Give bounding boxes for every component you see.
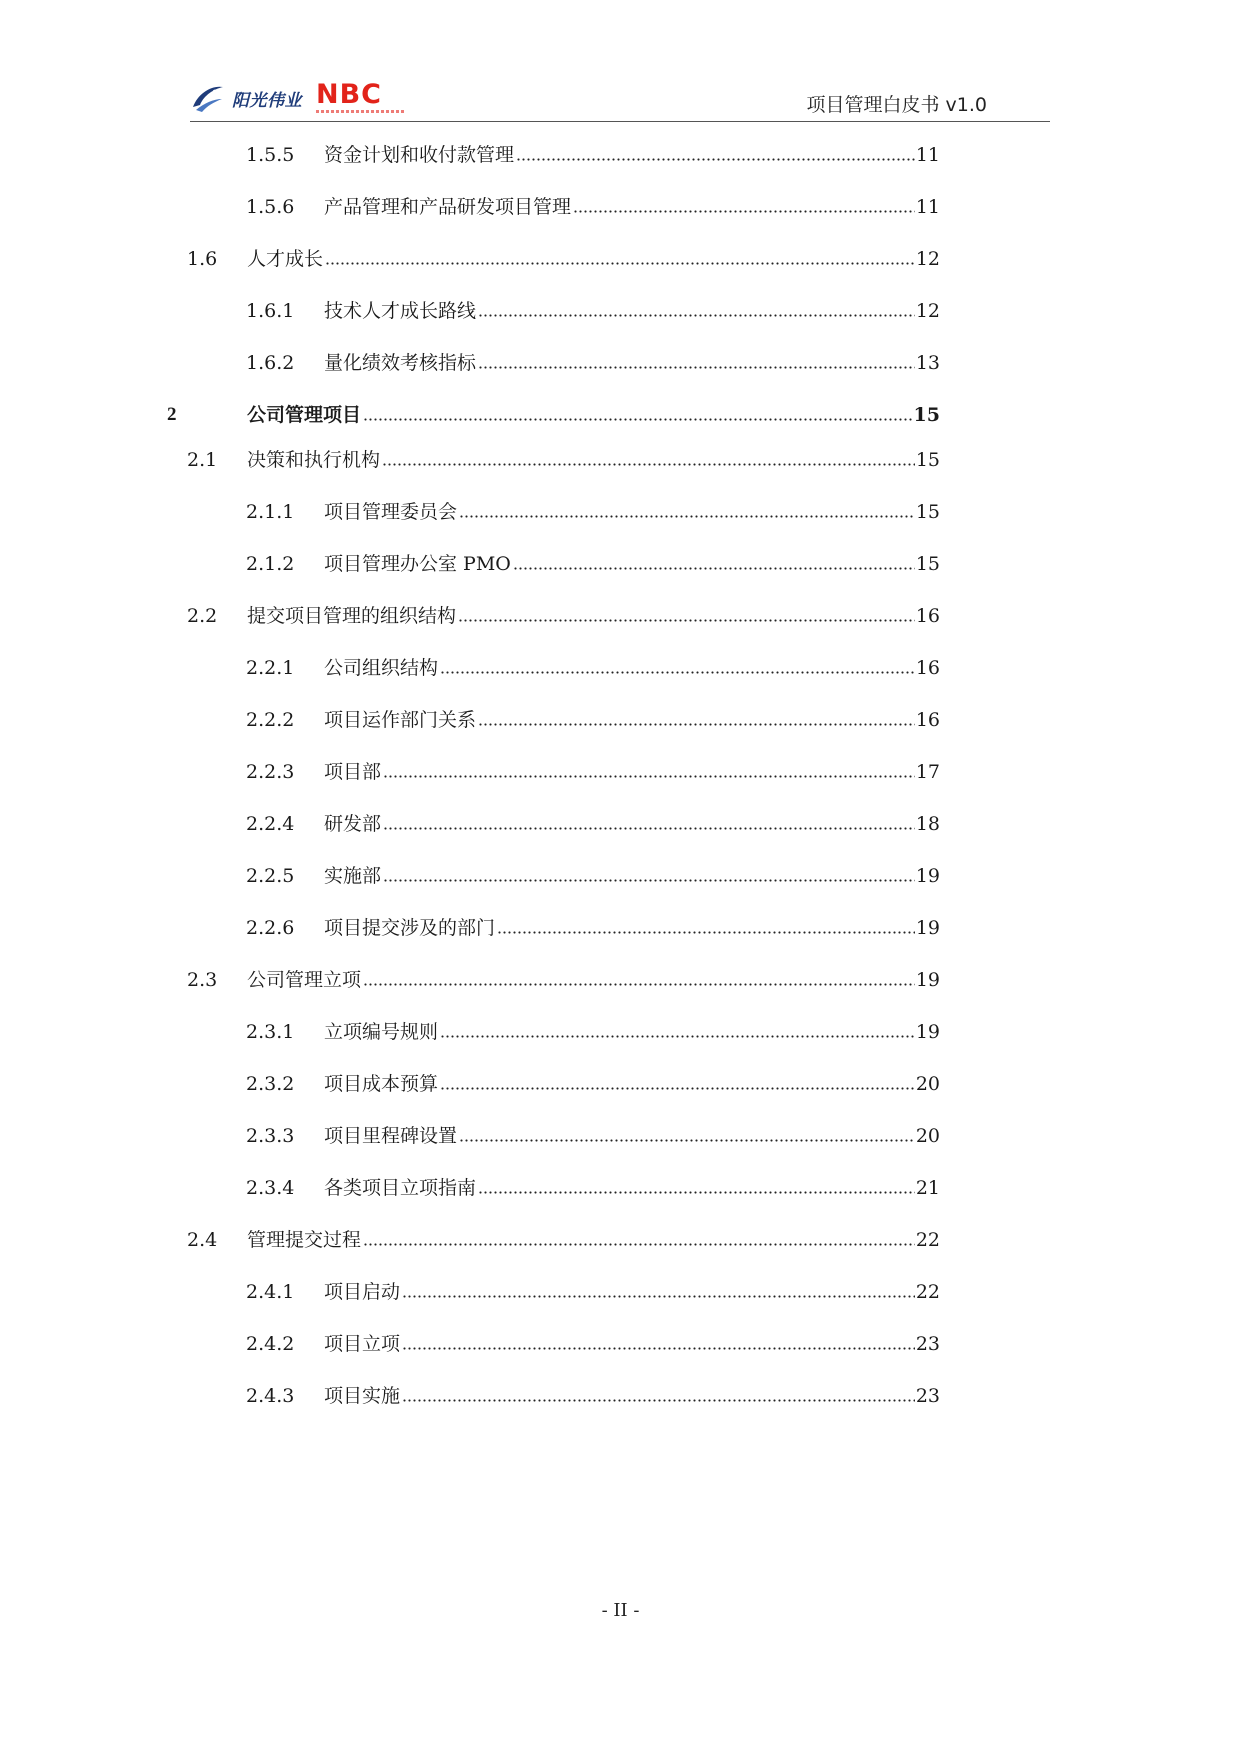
- toc-entry-page: 23: [915, 1333, 940, 1355]
- toc-entry-number: 2.3.4: [246, 1177, 295, 1199]
- toc-entry-title: 资金计划和收付款管理: [324, 144, 515, 166]
- toc-dot-leader: [478, 1190, 915, 1195]
- toc-dot-leader: [440, 1034, 915, 1039]
- toc-entry[interactable]: [246, 294, 940, 324]
- toc-entry-number: 2.3.1: [246, 1021, 295, 1043]
- toc-entry[interactable]: [246, 1067, 940, 1097]
- toc-entry-page: 16: [915, 709, 940, 731]
- toc-dot-leader: [440, 670, 915, 675]
- toc-entry-number: 2.2.5: [246, 865, 295, 887]
- document-title: 项目管理白皮书 v1.0: [806, 94, 987, 116]
- toc-entry-page: 19: [915, 1021, 940, 1043]
- toc-entry[interactable]: [246, 651, 940, 681]
- toc-entry[interactable]: [246, 1379, 940, 1409]
- toc-entry[interactable]: [246, 346, 940, 376]
- toc-entry-page: 22: [915, 1229, 940, 1251]
- toc-entry-number: 2: [167, 404, 177, 425]
- toc-entry[interactable]: [246, 911, 940, 941]
- toc-entry-number: 1.6: [187, 248, 218, 270]
- toc-entry-title: 项目管理委员会: [324, 501, 458, 523]
- toc-entry-page: 19: [915, 969, 940, 991]
- toc-entry[interactable]: [246, 495, 940, 525]
- toc-dot-leader: [440, 1086, 915, 1091]
- toc-dot-leader: [363, 1242, 915, 1247]
- toc-entry-page: 16: [915, 657, 940, 679]
- toc-entry-number: 2.2.6: [246, 917, 295, 939]
- toc-entry-title: 项目实施: [324, 1385, 401, 1407]
- toc-entry[interactable]: [187, 963, 940, 993]
- toc-entry-title: 项目立项: [324, 1333, 401, 1355]
- toc-dot-leader: [363, 982, 915, 987]
- toc-dot-leader: [325, 261, 915, 266]
- toc-entry-title: 公司管理项目: [247, 404, 362, 426]
- toc-entry[interactable]: [246, 807, 940, 837]
- toc-dot-leader: [459, 514, 915, 519]
- toc-entry-title: 决策和执行机构: [247, 449, 381, 471]
- toc-entry-number: 2.4.3: [246, 1385, 295, 1407]
- toc-entry-page: 11: [915, 196, 940, 218]
- toc-entry-number: 2.2.3: [246, 761, 295, 783]
- toc-entry-title: 项目提交涉及的部门: [324, 917, 496, 939]
- toc-entry-page: 23: [915, 1385, 940, 1407]
- toc-entry-number: 1.5.6: [246, 196, 295, 218]
- toc-entry-title: 管理提交过程: [247, 1229, 362, 1251]
- toc-entry-page: 13: [915, 352, 940, 374]
- toc-entry-title: 提交项目管理的组织结构: [247, 605, 457, 627]
- toc-entry-title: 实施部: [324, 865, 382, 887]
- page-number: - II -: [601, 1600, 640, 1621]
- toc-dot-leader: [497, 930, 915, 935]
- toc-dot-leader: [383, 774, 915, 779]
- toc-entry[interactable]: [187, 242, 940, 272]
- toc-entry-page: 15: [915, 553, 940, 575]
- toc-entry-title: 项目运作部门关系: [324, 709, 477, 731]
- toc-entry-page: 19: [915, 917, 940, 939]
- toc-entry-page: 20: [915, 1125, 940, 1147]
- toc-entry-title: 项目启动: [324, 1281, 401, 1303]
- toc-entry[interactable]: [187, 1223, 940, 1253]
- toc-entry-title: 研发部: [324, 813, 382, 835]
- toc-entry-title: 公司管理立项: [247, 969, 362, 991]
- toc-dot-leader: [513, 566, 915, 571]
- toc-dot-leader: [383, 878, 915, 883]
- toc-dot-leader: [383, 826, 915, 831]
- toc-entry-number: 2.1: [187, 449, 218, 471]
- toc-entry-title: 量化绩效考核指标: [324, 352, 477, 374]
- toc-dot-leader: [478, 365, 915, 370]
- toc-entry-number: 2.2.4: [246, 813, 295, 835]
- toc-dot-leader: [402, 1346, 915, 1351]
- toc-entry-number: 1.6.2: [246, 352, 295, 374]
- toc-entry-page: 20: [915, 1073, 940, 1095]
- toc-entry-page: 18: [915, 813, 940, 835]
- toc-entry-page: 17: [915, 761, 940, 783]
- toc-entry-page: 12: [915, 300, 940, 322]
- toc-entry[interactable]: [246, 190, 940, 220]
- toc-entry-title: 技术人才成长路线: [324, 300, 477, 322]
- toc-entry[interactable]: [246, 1171, 940, 1201]
- toc-entry[interactable]: [246, 1119, 940, 1149]
- toc-entry-page: 15: [915, 449, 940, 471]
- toc-entry-title: 立项编号规则: [324, 1021, 439, 1043]
- toc-entry-number: 2.1.2: [246, 553, 295, 575]
- toc-dot-leader: [516, 157, 915, 162]
- toc-entry-number: 2.2: [187, 605, 218, 627]
- toc-entry-number: 2.3.2: [246, 1073, 295, 1095]
- toc-entry[interactable]: [246, 138, 940, 168]
- toc-entry-page: 21: [915, 1177, 940, 1199]
- toc-dot-leader: [478, 313, 915, 318]
- toc-entry-page: 11: [915, 144, 940, 166]
- toc-entry-title: 项目管理办公室 PMO: [324, 553, 511, 575]
- toc-entry-title: 公司组织结构: [324, 657, 439, 679]
- toc-entry-title: 项目部: [324, 761, 382, 783]
- toc-entry[interactable]: [246, 859, 940, 889]
- toc-entry-title: 人才成长: [247, 248, 324, 270]
- toc-entry-number: 1.5.5: [246, 144, 295, 166]
- toc-entry-title: 项目里程碑设置: [324, 1125, 458, 1147]
- toc-entry-page: 15: [913, 404, 940, 426]
- toc-entry-number: 2.3.3: [246, 1125, 295, 1147]
- toc-entry[interactable]: [246, 547, 940, 577]
- company-name: 阳光伟业: [232, 90, 302, 111]
- toc-dot-leader: [363, 417, 913, 422]
- toc-entry-number: 2.2.2: [246, 709, 295, 731]
- toc-entry-page: 22: [915, 1281, 940, 1303]
- toc-entry[interactable]: [246, 1275, 940, 1305]
- toc-entry-title: 项目成本预算: [324, 1073, 439, 1095]
- toc-entry-number: 2.1.1: [246, 501, 295, 523]
- toc-dot-leader: [478, 722, 915, 727]
- toc-entry-page: 15: [915, 501, 940, 523]
- toc-entry[interactable]: [246, 755, 940, 785]
- toc-dot-leader: [402, 1398, 915, 1403]
- toc-entry-title: 各类项目立项指南: [324, 1177, 477, 1199]
- toc-entry-page: 12: [915, 248, 940, 270]
- toc-entry-number: 2.4: [187, 1229, 218, 1251]
- nbc-logo-text: NBC: [316, 79, 382, 110]
- toc-entry-number: 2.3: [187, 969, 218, 991]
- toc-dot-leader: [573, 209, 915, 214]
- toc-entry[interactable]: [246, 703, 940, 733]
- toc-dot-leader: [458, 618, 915, 623]
- toc-entry-number: 1.6.1: [246, 300, 295, 322]
- toc-entry[interactable]: [246, 1015, 940, 1045]
- toc-entry-number: 2.4.1: [246, 1281, 295, 1303]
- toc-entry-page: 19: [915, 865, 940, 887]
- toc-entry[interactable]: [246, 1327, 940, 1357]
- toc-entry-title: 产品管理和产品研发项目管理: [324, 196, 572, 218]
- toc-dot-leader: [382, 462, 915, 467]
- toc-entry-page: 16: [915, 605, 940, 627]
- toc-entry[interactable]: [187, 599, 940, 629]
- toc-entry-number: 2.4.2: [246, 1333, 295, 1355]
- toc-entry-number: 2.2.1: [246, 657, 295, 679]
- toc-dot-leader: [459, 1138, 915, 1143]
- toc-entry[interactable]: [187, 443, 940, 473]
- toc-entry[interactable]: [167, 398, 940, 428]
- toc-dot-leader: [402, 1294, 915, 1299]
